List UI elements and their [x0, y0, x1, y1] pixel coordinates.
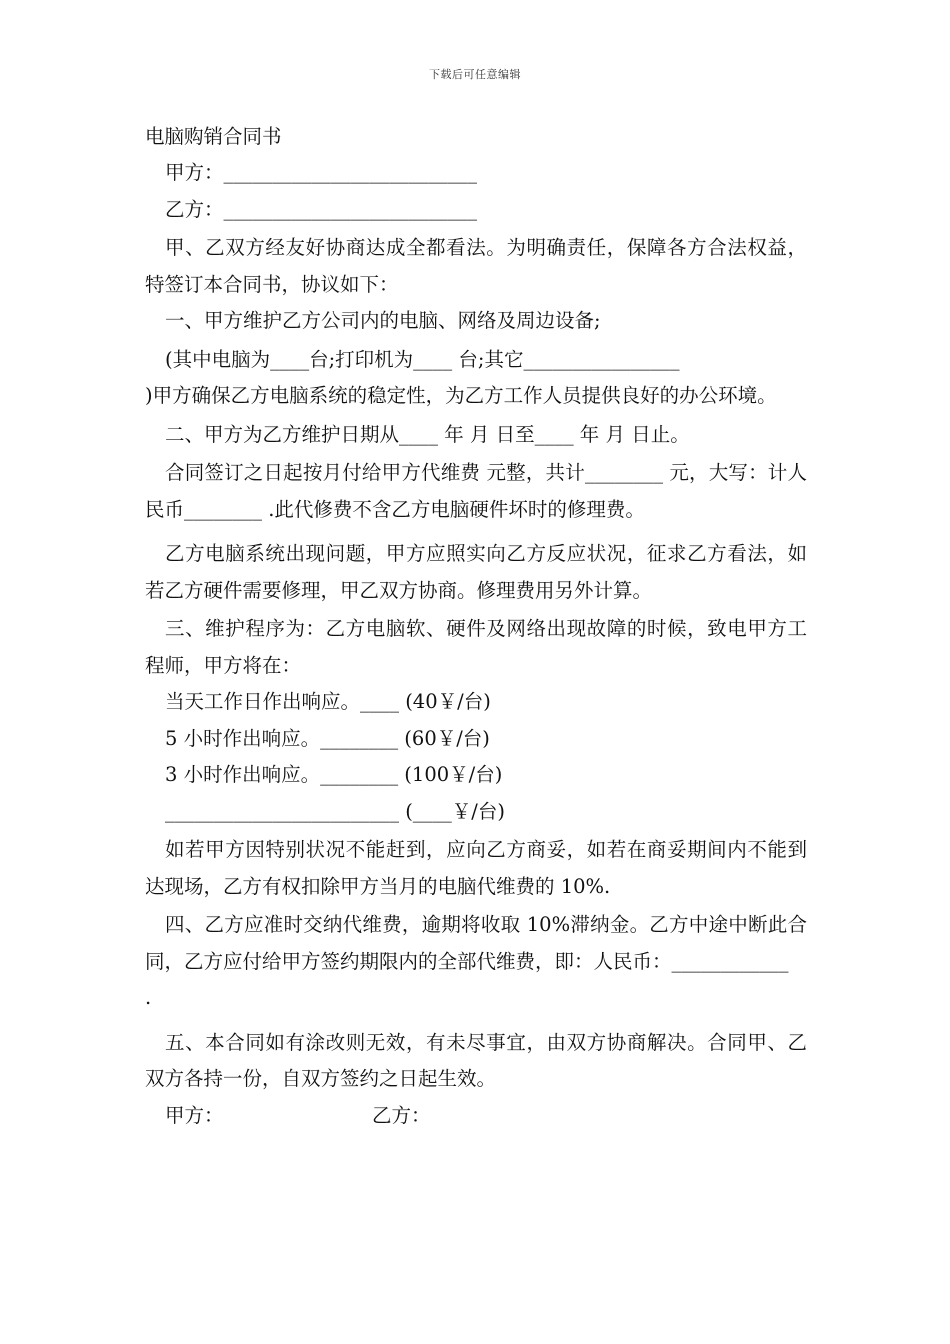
separator-dot: . — [145, 986, 152, 1009]
contract-document — [145, 119, 807, 1134]
fee-paragraph: 合同签订之日起按月付给甲方代维费 元整，共计________ 元，大写：计人民币________ .此代修费不含乙方电脑硬件坏时的修理费。 — [145, 461, 807, 521]
signature-party-b: 乙方： — [372, 1103, 431, 1127]
party-b-line: 乙方：__________________________ — [165, 197, 478, 221]
clause-1: 一、甲方维护乙方公司内的电脑、网络及周边设备; — [165, 309, 601, 332]
clause-4: 四、乙方应准时交纳代维费，逾期将收取 10%滞纳金。乙方中途中断此合同，乙方应付给甲方签约期限内的全部代维费，即：人民币：____________ — [145, 913, 807, 973]
clause-1-counts: (其中电脑为____台;打印机为____ 台;其它________________ — [165, 347, 680, 371]
signature-party-a: 甲方： — [165, 1103, 224, 1127]
clause-1-continuation: )甲方确保乙方电脑系统的稳定性，为乙方工作人员提供良好的办公环境。 — [145, 384, 777, 407]
intro-paragraph: 甲、乙双方经友好协商达成全都看法。为明确责任，保障各方合法权益，特签订本合同书，协议如下： — [145, 236, 807, 296]
clause-5: 五、本合同如有涂改则无效，有未尽事宜，由双方协商解决。合同甲、乙双方各持一份，自双方签约之日起生效。 — [145, 1030, 807, 1090]
issue-paragraph: 乙方电脑系统出现问题，甲方应照实向乙方反应状况，征求乙方看法，如若乙方硬件需要修理，甲乙双方协商。修理费用另外计算。 — [145, 542, 807, 602]
clause-2: 二、甲方为乙方维护日期从____ 年 月 日至____ 年 月 日止。 — [165, 422, 690, 446]
party-a-line: 甲方：__________________________ — [165, 161, 478, 184]
clause-3: 三、维护程序为：乙方电脑软、硬件及网络出现故障的时候，致电甲方工程师，甲方将在： — [145, 617, 807, 677]
response-line: 当天工作日作出响应。____ (40￥/台) — [165, 690, 491, 713]
document-title: 电脑购销合同书 — [145, 125, 282, 148]
special-condition-paragraph: 如若甲方因特别状况不能赶到，应向乙方商妥，如若在商妥期间内不能到达现场，乙方有权扣除甲方当月的电脑代维费的 10%. — [145, 838, 807, 898]
header-note: 下载后可任意编辑 — [429, 68, 521, 81]
signature-row — [145, 1098, 807, 1134]
response-line: 3 小时作出响应。________ (100￥/台) — [165, 763, 503, 786]
response-line: 5 小时作出响应。________ (60￥/台) — [165, 726, 490, 750]
response-line: ________________________ (____￥/台) — [165, 799, 505, 823]
